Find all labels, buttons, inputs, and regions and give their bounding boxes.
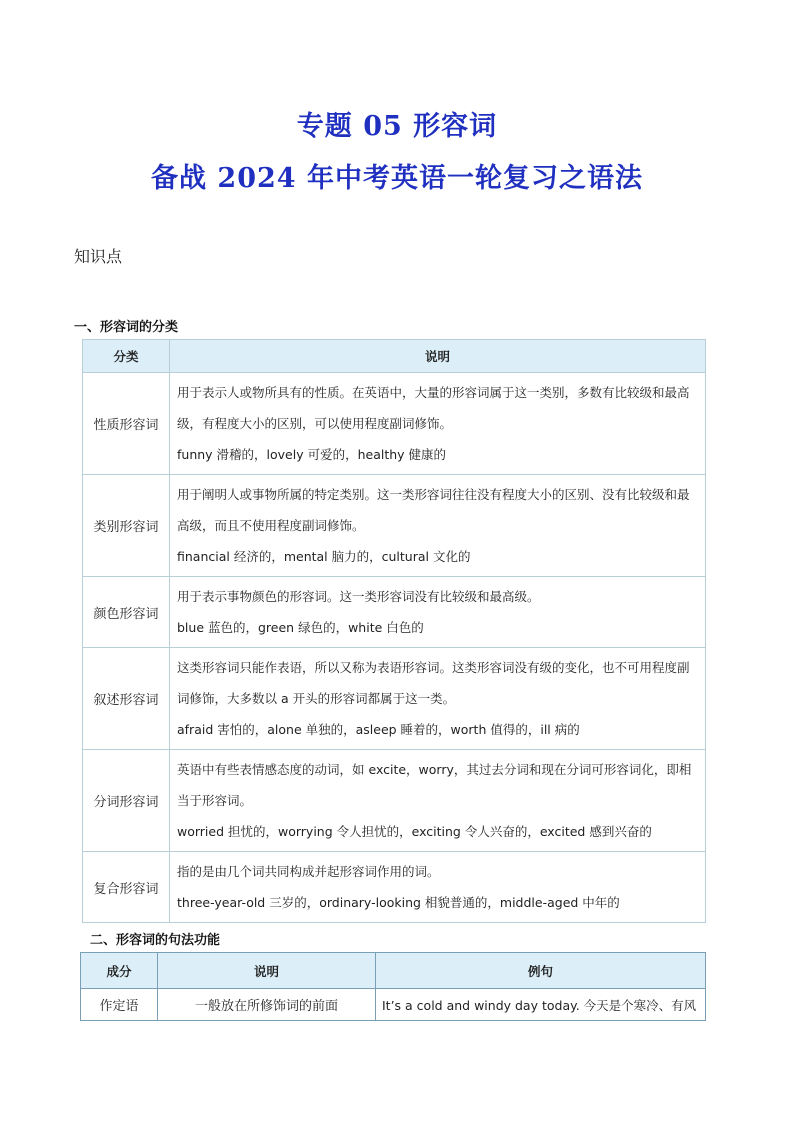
column-header-example: 例句	[376, 953, 706, 989]
row-examples: three-year-old 三岁的，ordinary-looking 相貌普通的，middle-aged 中年的	[177, 895, 620, 910]
row-category: 叙述形容词	[83, 648, 170, 750]
column-header-explanation: 说明	[158, 953, 376, 989]
row-category: 颜色形容词	[83, 577, 170, 648]
table-header-row	[83, 340, 706, 373]
column-header-component: 成分	[81, 953, 158, 989]
row-explanation: 一般放在所修饰词的前面	[158, 989, 376, 1021]
section1-heading: 一、形容词的分类	[74, 320, 179, 335]
row-category: 性质形容词	[83, 373, 170, 475]
table-row	[83, 475, 706, 577]
row-description-cell	[170, 852, 706, 923]
table-row	[83, 373, 706, 475]
section2-heading: 二、形容词的句法功能	[90, 933, 221, 948]
row-example: It’s a cold and windy day today. 今天是个寒冷、有风	[376, 989, 706, 1021]
table-row	[83, 750, 706, 852]
table-row	[83, 648, 706, 750]
column-header-category: 分类	[83, 340, 170, 373]
row-description-cell	[170, 750, 706, 852]
row-description-cell	[170, 577, 706, 648]
document-subtitle: 备战 2024 年中考英语一轮复习之语法	[151, 163, 643, 194]
syntactic-function-table	[80, 952, 706, 1021]
row-description-cell	[170, 648, 706, 750]
row-examples: financial 经济的，mental 脑力的，cultural 文化的	[177, 549, 471, 564]
row-description: 用于阐明人或事物所属的特定类别。这一类形容词往往没有程度大小的区别、没有比较级和最高级，而且不使用程度副词修饰。	[177, 487, 690, 533]
row-description: 用于表示人或物所具有的性质。在英语中，大量的形容词属于这一类别，多数有比较级和最高级，有程度大小的区别，可以使用程度副词修饰。	[177, 385, 690, 431]
row-description: 英语中有些表情感态度的动词，如 excite，worry，其过去分词和现在分词可形容词化，即相当于形容词。	[177, 762, 692, 808]
row-examples: afraid 害怕的，alone 单独的，asleep 睡着的，worth 值得的，ill 病的	[177, 722, 580, 737]
row-examples: worried 担忧的，worrying 令人担忧的，exciting 令人兴奋的，excited 感到兴奋的	[177, 824, 652, 839]
document-title: 专题 05 形容词	[296, 111, 498, 142]
row-category: 类别形容词	[83, 475, 170, 577]
row-description-cell	[170, 475, 706, 577]
table-row	[81, 989, 706, 1021]
row-examples: blue 蓝色的，green 绿色的，white 白色的	[177, 620, 424, 635]
row-component: 作定语	[81, 989, 158, 1021]
row-description: 这类形容词只能作表语，所以又称为表语形容词。这类形容词没有级的变化，也不可用程度副词修饰，大多数以 a 开头的形容词都属于这一类。	[177, 660, 690, 706]
row-examples: funny 滑稽的，lovely 可爱的，healthy 健康的	[177, 447, 447, 462]
table-row	[83, 852, 706, 923]
row-category: 复合形容词	[83, 852, 170, 923]
row-description: 用于表示事物颜色的形容词。这一类形容词没有比较级和最高级。	[177, 589, 540, 604]
adjective-classification-table	[82, 339, 706, 923]
row-description: 指的是由几个词共同构成并起形容词作用的词。	[177, 864, 440, 879]
row-category: 分词形容词	[83, 750, 170, 852]
table-row	[83, 577, 706, 648]
knowledge-label: 知识点	[74, 247, 123, 266]
row-description-cell	[170, 373, 706, 475]
table-header-row	[81, 953, 706, 989]
column-header-description: 说明	[170, 340, 706, 373]
